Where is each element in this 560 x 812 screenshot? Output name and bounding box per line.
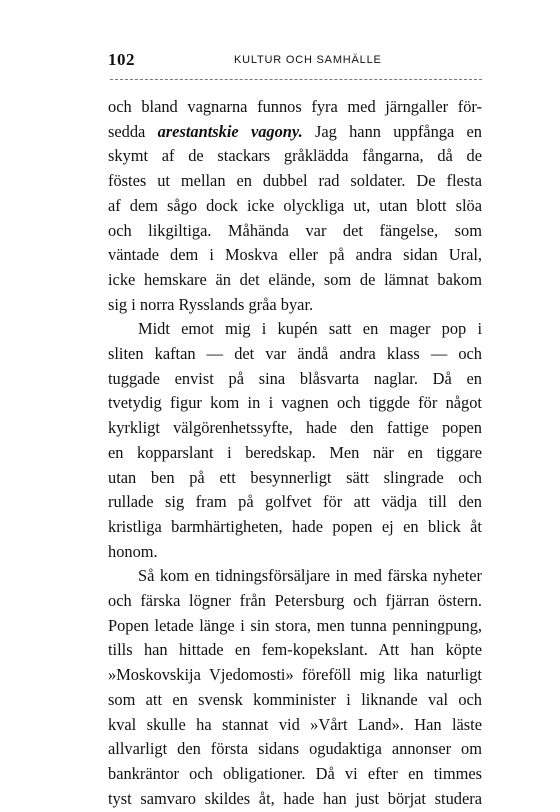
text-line: kristliga barmhärtigheten, hade popen ej en blick åt [108,516,482,536]
paragraph-2 [108,317,482,564]
text-line: icke hemskare än det elände, som de lämnat bakom [108,269,482,289]
text-line: tyst samvaro skildes åt, hade han just börjat studera [108,788,482,808]
text-line: utan ben på ett besynnerligt sätt slingrade och [108,467,482,487]
text-line: och bland vagnarna funnos fyra med järngaller för- [108,97,482,116]
text-line: rullade sig fram på golfvet för att vädja till den [108,492,482,512]
text-line: tuggade envist på sina blåsvarta naglar. Då en [108,368,482,388]
text-line: och färska lögner från Petersburg och fjärran östern. [108,591,482,611]
text-line: väntade dem i Moskva eller på andra sidan Ural, [108,245,482,265]
text-line: sliten kaftan — det var ändå andra klass — och [108,344,482,364]
body-text [108,95,482,811]
text-line: en kopparslant i beredskap. Men när en tiggare [108,442,482,462]
text-line: föstes ut mellan en dubbel rad soldater. De flesta [108,171,482,191]
page-header [108,50,484,70]
text-span: Jag hann uppfånga en [302,121,482,141]
paragraph-3 [108,564,482,811]
italic-phrase: arestantskie vagony. [157,121,303,141]
text-line: skymt af de stackars gråklädda fångarna, då de [108,146,482,166]
text-line: Popen letade länge i sin stora, men tunna penningpung, [108,615,482,635]
text-line: tills han hittade en fem-kopekslant. Att han köpte [108,640,482,660]
text-line: Så kom en tidningsförsäljare in med färska nyheter [138,566,482,586]
text-line: allvarligt den första sidans ogudaktiga annonser om [108,739,482,759]
text-line: honom. [108,541,158,561]
running-title: KULTUR OCH SAMHÄLLE [234,54,382,66]
text-line: af dem sågo dock icke olyckliga ut, utan blott slöa [108,195,482,215]
text-line: Midt emot mig i kupén satt en mager pop i [138,319,482,339]
text-span: sedda [108,121,158,141]
text-line: »Moskovskija Vjedomosti» föreföll mig lika naturligt [108,665,482,685]
text-line: sig i norra Rysslands gråa byar. [108,294,314,314]
text-line: bankräntor och obligationer. Då vi efter en timmes [108,763,482,783]
text-line: som att en svensk komminister i liknande val och [108,689,482,709]
page-number: 102 [108,50,135,69]
text-line: och likgiltiga. Måhända var det fängelse, som [108,220,482,240]
text-line: tvetydig figur kom in i vagnen och tiggde för något [108,393,482,413]
text-line: kval skulle ha stannat vid »Vårt Land». Han läste [108,714,482,734]
text-line: kyrkligt välgörenhetssyfte, hade den fattige popen [108,418,482,438]
header-rule [110,79,482,80]
text-line [108,120,482,145]
paragraph-1 [108,95,482,317]
